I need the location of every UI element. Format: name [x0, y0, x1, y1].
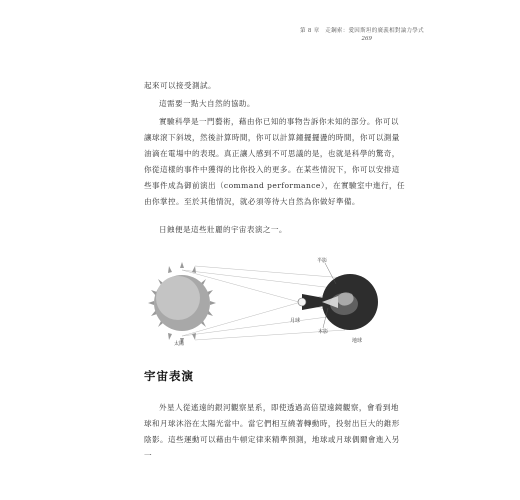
- paragraph-2: 這需要一點大自然的協助。: [159, 99, 255, 108]
- page-number: 269: [361, 36, 372, 42]
- paragraph-1: 起來可以接受測試。: [144, 81, 216, 90]
- earth-icon: [322, 274, 378, 330]
- label-moon: 月球: [290, 318, 301, 324]
- running-head: 第 8 章 走鋼索：愛因斯坦的廣義相對論力學式: [300, 28, 424, 34]
- sun-icon: [148, 262, 216, 344]
- section-paragraph: 外星人從遙遠的銀河觀察星系，即使透過高倍望遠鏡觀察，會看到地球和月球沐浴在太陽光當中。當它們相互繞著轉動時，投射出巨大的錐形陰影。這些運動可以藉由牛頓定律來精準預測，地球或月球偶爾會進入另一: [144, 403, 400, 460]
- label-umbra: 本影: [318, 329, 329, 335]
- moon-icon: [298, 298, 306, 306]
- paragraph-3: 實驗科學是一門藝術，藉由你已知的事物告訴你未知的部分。你可以讓球滾下斜坡，然後計算時間，你可以計算鐘擺擺盪的時間，你可以測量油滴在電場中的表現。真正讓人感到不可思議的是，也就是科學的驚奇，你從這樣的事件中獲得的比你投入的更多。在某些情況下，你可以安排這些事件成為御前演出（command performance），在實驗室中進行，任由你掌控。至於其他情況，就必須等待大自然為你做好準備。: [144, 117, 405, 206]
- eclipse-diagram: [140, 250, 390, 356]
- section-title: 宇宙表演: [144, 369, 194, 383]
- label-sun: 太陽: [174, 341, 185, 347]
- label-earth: 地球: [352, 338, 363, 344]
- paragraph-4: 日蝕便是這些壯麗的宇宙表演之一。: [159, 225, 287, 234]
- label-penumbra: 半影: [317, 258, 328, 264]
